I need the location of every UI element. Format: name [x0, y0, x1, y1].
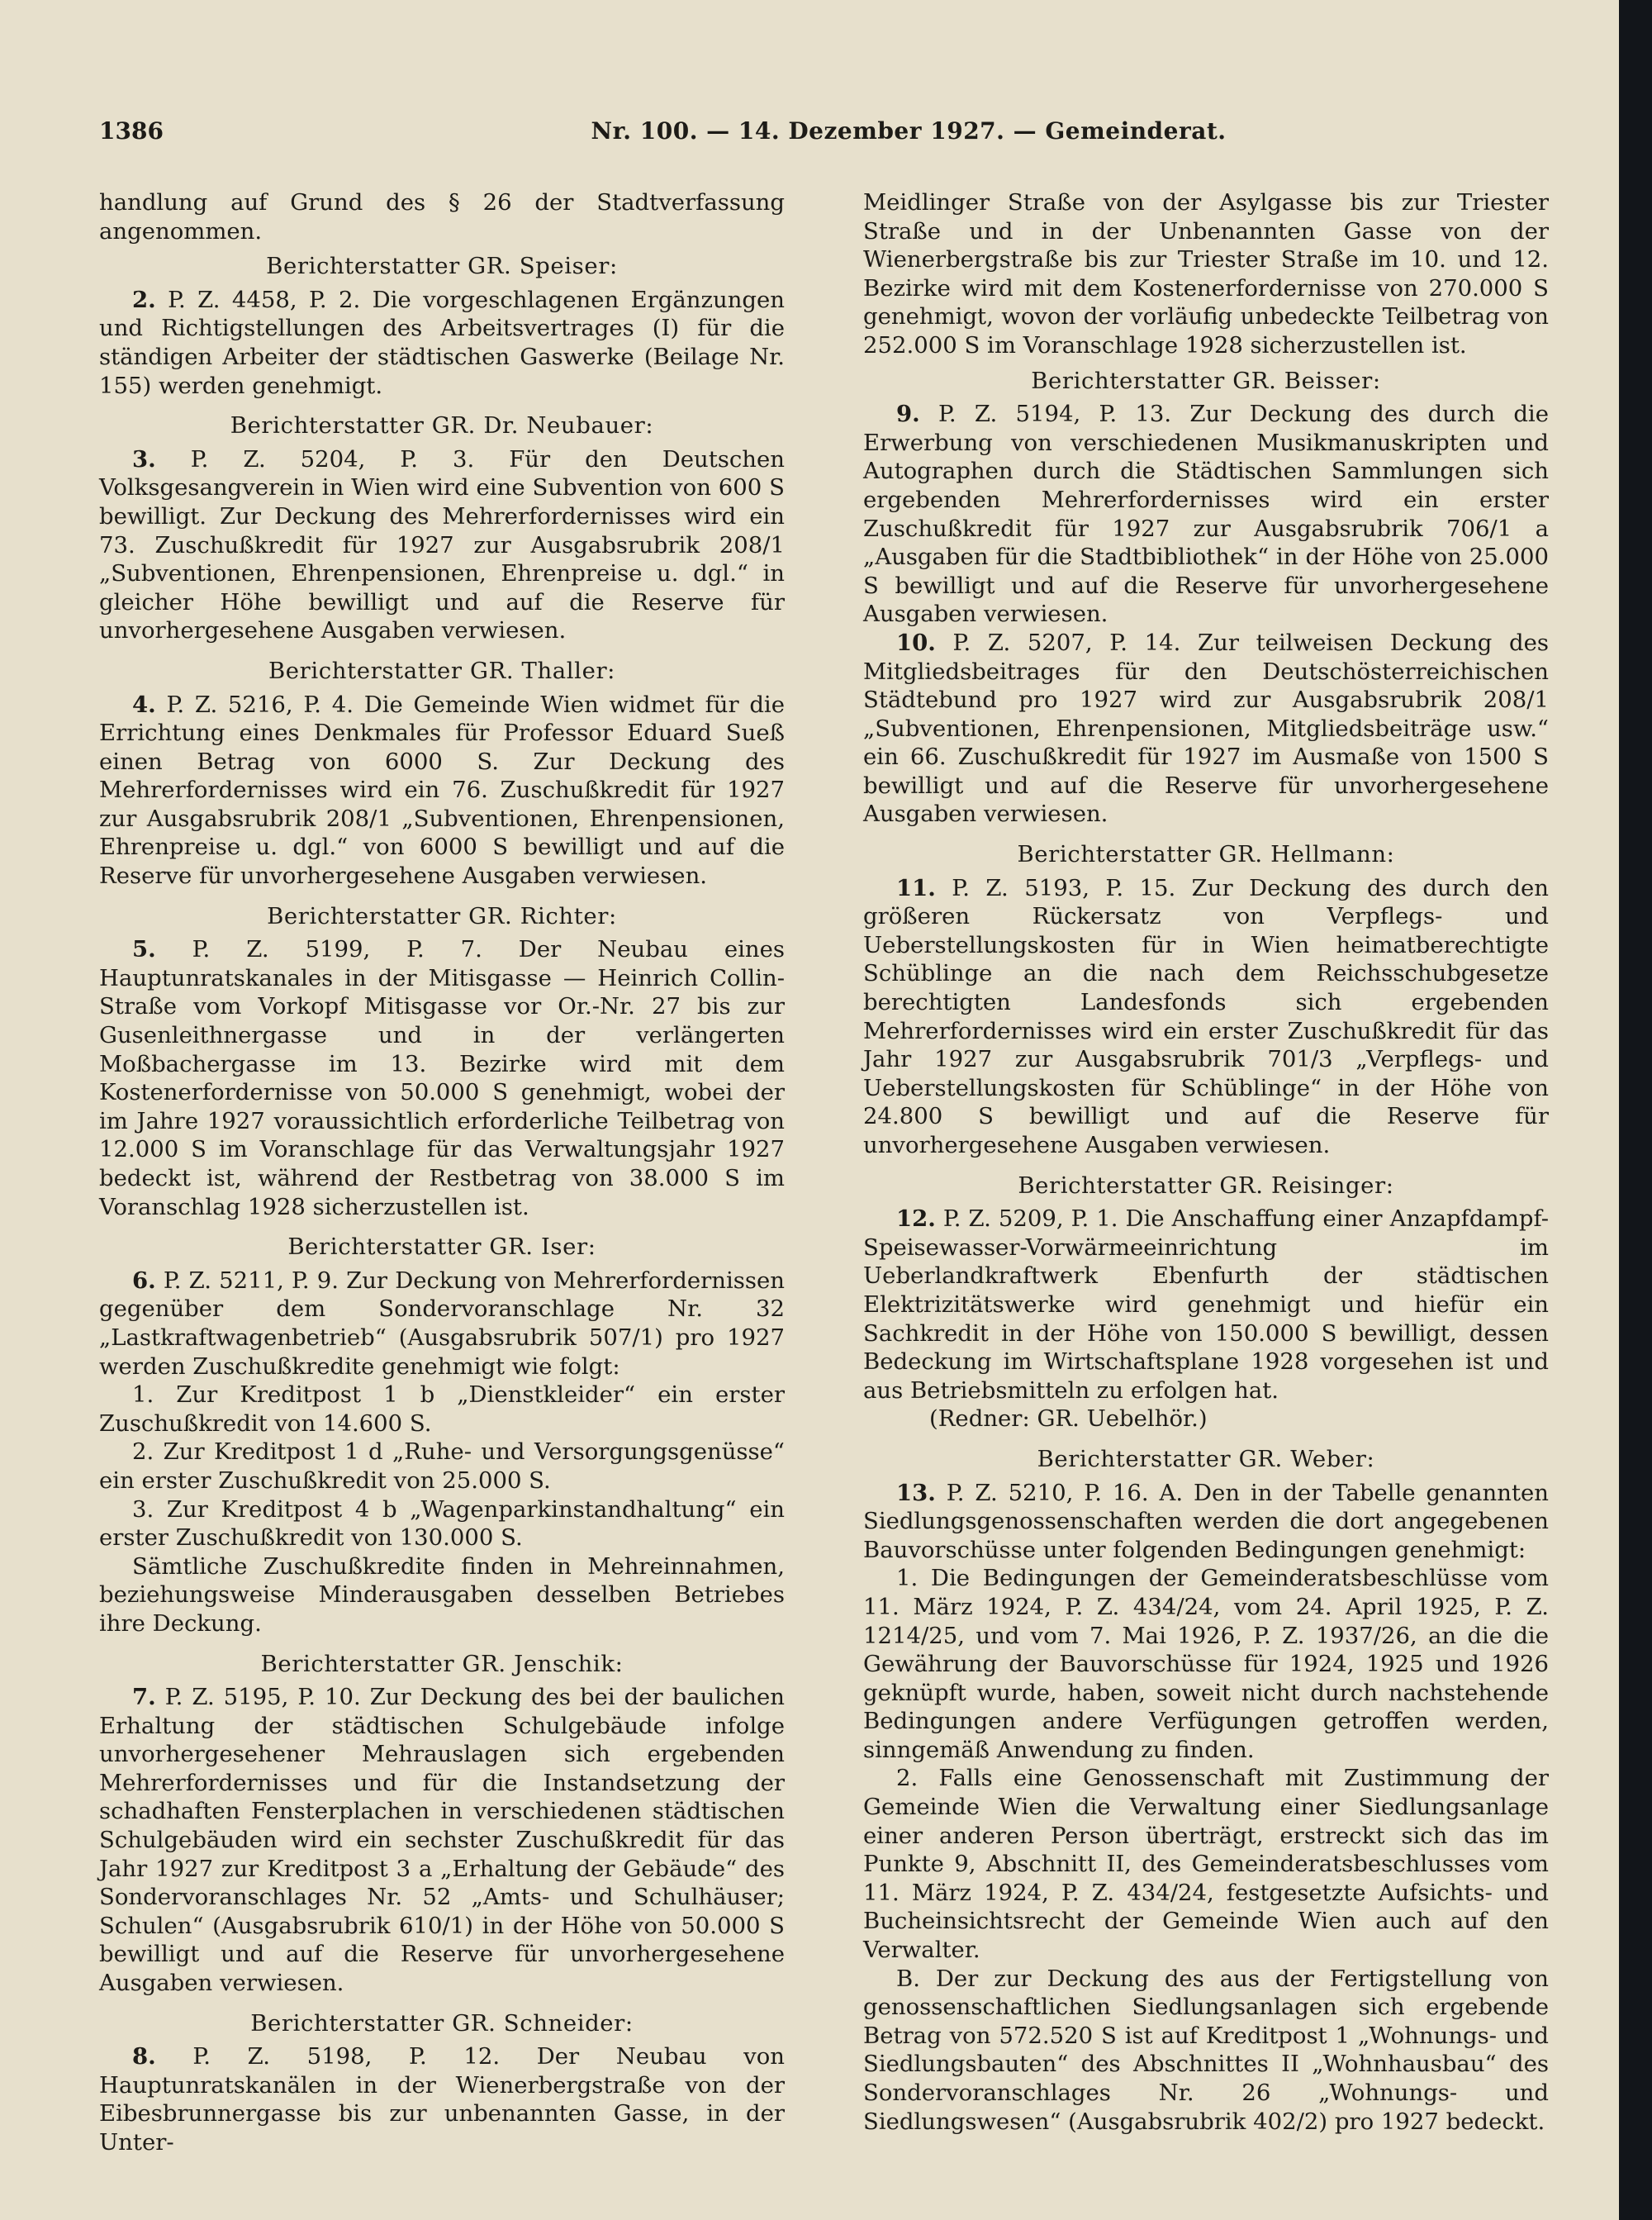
- paragraph-text: 1. Die Bedingungen der Gemeinderatsbeschlüsse vom 11. März 1924, P. Z. 434/24, vom 24. April 1925, P. Z. 1214/25, und vom 7. Mai 1926, P. Z. 1937/26, an die die Gewährung der Bauvorschüsse für 1924, 1925 und 1926 geknüpft wurde, haben, soweit nicht durch nachstehende Bedingungen andere Verfügungen getroffen werden, sinngemäß Anwendung zu finden.: [863, 1565, 1549, 1763]
- item-number: 4.: [132, 691, 156, 718]
- paragraph-text: 2. Falls eine Genossenschaft mit Zustimmung der Gemeinde Wien die Verwaltung einer Siedlungsanlage einer anderen Person überträgt, erstreckt sich das im Punkte 9, Abschnitt II, des Gemeinderatsbeschlusses vom 11. März 1924, P. Z. 434/24, festgesetzte Aufsichts- und Bucheinsichtsrecht der Gemeinde Wien auch auf den Verwalter.: [863, 1765, 1549, 1964]
- paragraph: [863, 1764, 1549, 1964]
- paragraph-text: P. Z. 5204, P. 3. Für den Deutschen Volksgesangverein in Wien wird eine Subvention von 600 S bewilligt. Zur Deckung des Mehrerfordernisses wird ein 73. Zuschußkredit für 1927 zur Ausgabsrubrik 208/1 „Subventionen, Ehrenpensionen, Ehrenpreise u. dgl.“ in gleicher Höhe bewilligt und auf die Reserve für unvorhergesehene Ausgaben verwiesen.: [99, 445, 785, 644]
- paragraph: [99, 1438, 785, 1495]
- paragraph: [99, 188, 785, 245]
- item-number: 7.: [132, 1684, 156, 1711]
- paragraph-text: 3. Zur Kreditpost 4 b „Wagenparkinstandhaltung“ ein erster Zuschußkredit von 130.000 S.: [99, 1495, 785, 1552]
- right-column: [863, 188, 1549, 2136]
- agenda-item: [99, 1267, 785, 1381]
- reporter-heading: Berichterstatter GR. Richter:: [267, 902, 617, 929]
- paragraph-text: 1. Zur Kreditpost 1 b „Dienstkleider“ ein erster Zuschußkredit von 14.600 S.: [99, 1381, 785, 1437]
- paragraph: [863, 1564, 1549, 1764]
- item-number: 2.: [132, 286, 156, 313]
- agenda-item: [99, 691, 785, 891]
- item-number: 12.: [896, 1205, 936, 1233]
- reporter-heading: Berichterstatter GR. Weber:: [1037, 1445, 1375, 1472]
- item-number: 10.: [896, 629, 936, 656]
- agenda-item: [99, 445, 785, 645]
- paragraph-text: P. Z. 5216, P. 4. Die Gemeinde Wien widmet für die Errichtung eines Denkmales für Professor Eduard Sueß einen Betrag von 6000 S. Zur Deckung des Mehrerfordernisses wird ein 76. Zuschußkredit für 1927 zur Ausgabsrubrik 208/1 „Subventionen, Ehrenpensionen, Ehrenpreise u. dgl.“ von 6000 S bewilligt und auf die Reserve für unvorhergesehene Ausgaben verwiesen.: [99, 691, 785, 890]
- item-number: 8.: [132, 2043, 156, 2070]
- agenda-item: [863, 629, 1549, 829]
- paragraph-text: P. Z. 5195, P. 10. Zur Deckung des bei der baulichen Erhaltung der städtischen Schulgebäude infolge unvorhergesehener Mehrauslagen sich ergebenden Mehrerfordernisses und für die Instandsetzung der schadhaften Fensterplachen in verschiedenen städtischen Schulgebäuden wird ein sechster Zuschußkredit für das Jahr 1927 zur Kreditpost 3 a „Erhaltung der Gebäude“ des Sondervoranschlages Nr. 52 „Amts- und Schulhäuser; Schulen“ (Ausgabsrubrik 610/1) in der Höhe von 50.000 S bewilligt und auf die Reserve für unvorhergesehene Ausgaben verwiesen.: [99, 1684, 785, 1997]
- paragraph-text: P. Z. 5207, P. 14. Zur teilweisen Deckung des Mitgliedsbeitrages für den Deutschösterreichischen Städtebund pro 1927 wird zur Ausgabsrubrik 208/1 „Subventionen, Ehrenpensionen, Mitgliedsbeiträge usw.“ ein 66. Zuschußkredit für 1927 im Ausmaße von 1500 S bewilligt und auf die Reserve für unvorhergesehene Ausgaben verwiesen.: [863, 629, 1549, 828]
- paragraph-text: P. Z. 5199, P. 7. Der Neubau eines Hauptunratskanales in der Mitisgasse — Heinrich Collin-Straße vom Vorkopf Mitisgasse vor Or.-Nr. 27 bis zur Gusenleithnergasse und in der verlängerten Moßbachergasse im 13. Bezirke wird mit dem Kostenerfordernisse von 50.000 S genehmigt, wobei der im Jahre 1927 voraussichtlich erforderliche Teilbetrag von 12.000 S im Voranschlage für das Verwaltungsjahr 1927 bedeckt ist, während der Restbetrag von 38.000 S im Voranschlag 1928 sicherzustellen ist.: [99, 936, 785, 1220]
- agenda-item: [99, 1683, 785, 1998]
- reporter-heading: Berichterstatter GR. Schneider:: [250, 2009, 634, 2037]
- reporter-heading: Berichterstatter GR. Speiser:: [266, 253, 618, 280]
- reporter-heading: Berichterstatter GR. Beisser:: [1031, 367, 1381, 394]
- left-column: [99, 188, 785, 2157]
- page-number: 1386: [99, 117, 164, 145]
- paragraph-text: P. Z. 5198, P. 12. Der Neubau von Hauptunratskanälen in der Wienerbergstraße von der Eibesbrunnergasse bis zur unbenannten Gasse, in der Unter-: [99, 2043, 785, 2156]
- agenda-item: [863, 874, 1549, 1160]
- paragraph: [99, 1552, 785, 1638]
- paragraph-text: B. Der zur Deckung des aus der Fertigstellung von genossenschaftlichen Siedlungsanlagen sich ergebende Betrag von 572.520 S ist auf Kreditpost 1 „Wohnungs- und Siedlungsbauten“ des Abschnittes II „Wohnhausbau“ des Sondervoranschlages Nr. 26 „Wohnungs- und Siedlungswesen“ (Ausgabsrubrik 402/2) pro 1927 bedeckt.: [863, 1965, 1549, 2135]
- paragraph-text: P. Z. 5193, P. 15. Zur Deckung des durch den größeren Rückersatz von Verpflegs- und Ueberstellungskosten für in Wien heimatberechtigte Schüblinge an die nach dem Reichsschubgesetze berechtigten Landesfonds sich ergebenden Mehrerfordernisses wird ein erster Zuschußkredit für das Jahr 1927 zur Ausgabsrubrik 701/3 „Verpflegs- und Ueberstellungskosten für Schüblinge“ in der Höhe von 24.800 S bewilligt und auf die Reserve für unvorhergesehene Ausgaben verwiesen.: [863, 874, 1549, 1158]
- reporter-heading: Berichterstatter GR. Thaller:: [268, 657, 616, 684]
- paragraph-text: handlung auf Grund des § 26 der Stadtverfassung angenommen.: [99, 189, 785, 245]
- paragraph: [99, 1381, 785, 1438]
- reporter-heading: Berichterstatter GR. Iser:: [287, 1234, 596, 1261]
- paragraph-text: P. Z. 5209, P. 1. Die Anschaffung einer Anzapfdampf-Speisewasser-Vorwärmeeinrichtung im Ueberlandkraftwerk Ebenfurth der städtischen Elektrizitätswerke wird genehmigt und hiefür ein Sachkredit in der Höhe von 150.000 S bewilligt, dessen Bedeckung im Wirtschaftsplane 1928 vorgesehen ist und aus Betriebsmitteln zu erfolgen hat.: [863, 1205, 1549, 1404]
- paragraph-text: Sämtliche Zuschußkredite finden in Mehreinnahmen, beziehungsweise Minderausgaben desselben Betriebes ihre Deckung.: [99, 1552, 785, 1637]
- paragraph-text: P. Z. 5211, P. 9. Zur Deckung von Mehrerfordernissen gegenüber dem Sondervoranschlage Nr. 32 „Lastkraftwagenbetrieb“ (Ausgabsrubrik 507/1) pro 1927 werden Zuschußkredite genehmigt wie folgt:: [99, 1267, 785, 1380]
- reporter-heading: Berichterstatter GR. Jenschik:: [260, 1650, 624, 1677]
- paragraph-text: P. Z. 5194, P. 13. Zur Deckung des durch die Erwerbung von verschiedenen Musikmanuskripten und Autographen durch die Städtischen Sammlungen sich ergebenden Mehrerfordernisses wird ein erster Zuschußkredit für 1927 zur Ausgabsrubrik 706/1 a „Ausgaben für die Stadtbibliothek“ in der Höhe von 25.000 S bewilligt und auf die Reserve für unvorhergesehene Ausgaben verwiesen.: [863, 401, 1549, 628]
- paragraph: [863, 188, 1549, 360]
- page-header: [99, 117, 1536, 150]
- item-number: 9.: [896, 401, 920, 428]
- agenda-item: [99, 935, 785, 1221]
- agenda-item: [863, 1205, 1549, 1405]
- reporter-heading: Berichterstatter GR. Hellmann:: [1017, 841, 1395, 868]
- paragraph-text: (Redner: GR. Uebelhör.): [929, 1405, 1208, 1433]
- agenda-item: [99, 2042, 785, 2156]
- agenda-item: [99, 286, 785, 400]
- paragraph-text: P. Z. 4458, P. 2. Die vorgeschlagenen Ergänzungen und Richtigstellungen des Arbeitsvertrages (I) für die ständigen Arbeiter der städtischen Gaswerke (Beilage Nr. 155) werden genehmigt.: [99, 286, 785, 399]
- item-number: 3.: [132, 445, 156, 473]
- paragraph: [863, 1965, 1549, 2137]
- agenda-item: [863, 400, 1549, 629]
- paragraph-text: 2. Zur Kreditpost 1 d „Ruhe- und Versorgungsgenüsse“ ein erster Zuschußkredit von 25.000 S.: [99, 1438, 785, 1494]
- paragraph: [99, 1495, 785, 1552]
- paragraph-text: Meidlinger Straße von der Asylgasse bis zur Triester Straße und in der Unbenannten Gasse von der Wienerbergstraße bis zur Triester Straße im 10. und 12. Bezirke wird mit dem Kostenerfordernisse von 270.000 S genehmigt, wovon der vorläufig unbedeckte Teilbetrag von 252.000 S im Voranschlage 1928 sicherzustellen ist.: [863, 189, 1549, 359]
- item-number: 5.: [132, 936, 156, 963]
- paragraph: [863, 1405, 1549, 1433]
- reporter-heading: Berichterstatter GR. Dr. Neubauer:: [230, 412, 654, 440]
- item-number: 6.: [132, 1267, 156, 1294]
- running-head: Nr. 100. — 14. Dezember 1927. — Gemeinderat.: [591, 117, 1227, 145]
- reporter-heading: Berichterstatter GR. Reisinger:: [1018, 1172, 1394, 1199]
- item-number: 11.: [896, 874, 936, 901]
- agenda-item: [863, 1479, 1549, 1565]
- paragraph-text: P. Z. 5210, P. 16. A. Den in der Tabelle genannten Siedlungsgenossenschaften werden die dort angegebenen Bauvorschüsse unter folgenden Bedingungen genehmigt:: [863, 1479, 1549, 1563]
- item-number: 13.: [896, 1479, 936, 1506]
